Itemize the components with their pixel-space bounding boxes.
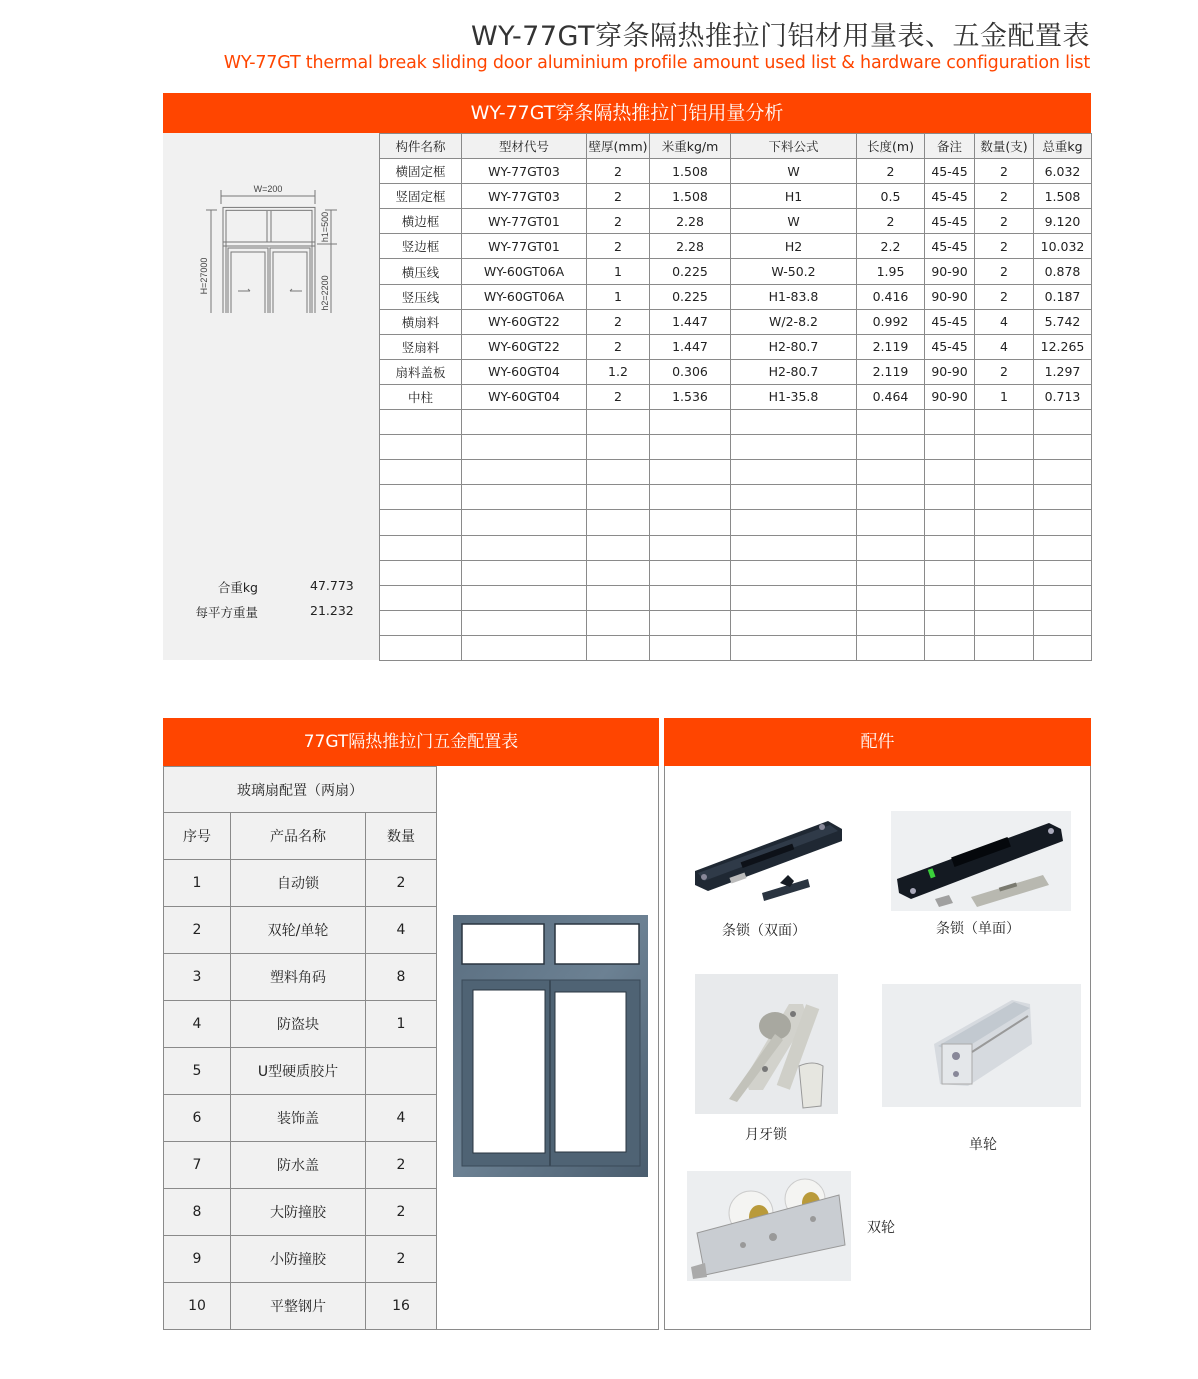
- table-cell: [380, 635, 462, 660]
- table-cell: 4: [366, 1095, 437, 1142]
- table-cell: WY-60GT06A: [462, 284, 587, 309]
- table-cell: 0.306: [650, 359, 731, 384]
- table-cell: 0.713: [1034, 384, 1092, 409]
- table-cell: [1034, 435, 1092, 460]
- part-item: [687, 1171, 937, 1286]
- height-dimension-label: H=27000: [199, 257, 209, 295]
- table-cell: 5.742: [1034, 309, 1092, 334]
- table-cell: 5: [164, 1048, 231, 1095]
- table-cell: [462, 485, 587, 510]
- table-cell: 2: [587, 159, 650, 184]
- table-cell: [925, 410, 975, 435]
- table-cell: [650, 610, 731, 635]
- table-cell: 2: [587, 309, 650, 334]
- table-cell: H1-35.8: [731, 384, 857, 409]
- part-caption: 条锁（单面）: [936, 921, 1020, 937]
- table-cell: 45-45: [925, 234, 975, 259]
- table-cell: [1034, 485, 1092, 510]
- table-cell: 0.5: [857, 184, 925, 209]
- table-cell: 竖边框: [380, 234, 462, 259]
- empty-table-row: [380, 485, 1092, 510]
- table-row: [380, 159, 1092, 184]
- table-cell: [1034, 535, 1092, 560]
- table-cell: 2: [587, 384, 650, 409]
- table-cell: 6: [164, 1095, 231, 1142]
- table-cell: [1034, 410, 1092, 435]
- table-cell: [587, 585, 650, 610]
- table-cell: [1034, 510, 1092, 535]
- table-cell: WY-60GT22: [462, 334, 587, 359]
- table-cell: 3: [164, 954, 231, 1001]
- empty-table-row: [380, 560, 1092, 585]
- table-cell: [925, 610, 975, 635]
- table-header-row: [164, 813, 437, 860]
- empty-table-row: [380, 635, 1092, 660]
- table-cell: [380, 510, 462, 535]
- part-item: [695, 974, 845, 1144]
- empty-table-row: [380, 410, 1092, 435]
- table-cell: [731, 535, 857, 560]
- table-cell: 2: [857, 159, 925, 184]
- table-row: [380, 259, 1092, 284]
- table-cell: [380, 435, 462, 460]
- table-cell: [925, 535, 975, 560]
- column-header: 下料公式: [731, 134, 857, 159]
- table-cell: [975, 485, 1034, 510]
- part-item: [690, 813, 850, 943]
- table-row: [380, 234, 1092, 259]
- hardware-config-table: [163, 766, 437, 1330]
- table-cell: [731, 410, 857, 435]
- table-cell: [975, 635, 1034, 660]
- table-cell: [975, 585, 1034, 610]
- table-cell: 2: [975, 284, 1034, 309]
- table-cell: [650, 410, 731, 435]
- column-header: 构件名称: [380, 134, 462, 159]
- table-cell: [380, 410, 462, 435]
- table-cell: 0.225: [650, 284, 731, 309]
- table-row: [380, 309, 1092, 334]
- table-cell: [925, 435, 975, 460]
- table-row: [380, 284, 1092, 309]
- table-cell: 1: [587, 259, 650, 284]
- table-cell: [462, 585, 587, 610]
- table-cell: 0.416: [857, 284, 925, 309]
- table-cell: [975, 535, 1034, 560]
- empty-table-row: [380, 535, 1092, 560]
- table-cell: 1.447: [650, 309, 731, 334]
- table-cell: 2: [857, 209, 925, 234]
- table-cell: [462, 610, 587, 635]
- table-cell: [857, 410, 925, 435]
- table-cell: [1034, 460, 1092, 485]
- per-sqm-weight-value: 21.232: [310, 603, 354, 618]
- table-cell: 45-45: [925, 209, 975, 234]
- empty-table-row: [380, 510, 1092, 535]
- empty-table-row: [380, 585, 1092, 610]
- table-cell: 4: [975, 309, 1034, 334]
- table-cell: 2: [587, 184, 650, 209]
- table-cell: 9.120: [1034, 209, 1092, 234]
- table-cell: 防盗块: [231, 1001, 366, 1048]
- table-cell: [587, 410, 650, 435]
- part-caption: 条锁（双面）: [722, 923, 806, 939]
- table-row: [380, 184, 1092, 209]
- sliding-door-product-image: [453, 915, 648, 1177]
- table-cell: 防水盖: [231, 1142, 366, 1189]
- width-dimension-label: W=200: [253, 184, 283, 194]
- table-cell: WY-77GT03: [462, 184, 587, 209]
- table-cell: [925, 485, 975, 510]
- table-row: [164, 954, 437, 1001]
- single-sided-strip-lock-image: [891, 811, 1071, 911]
- table-cell: [925, 510, 975, 535]
- table-row: [164, 1095, 437, 1142]
- table-cell: 2: [366, 1189, 437, 1236]
- table-cell: [1034, 610, 1092, 635]
- double-sided-strip-lock-image: [690, 813, 845, 913]
- table-row: [380, 384, 1092, 409]
- table-cell: [925, 460, 975, 485]
- double-wheel-roller-image: [687, 1171, 851, 1281]
- table-cell: 1.508: [1034, 184, 1092, 209]
- page-subtitle: WY-77GT thermal break sliding door aluminium profile amount used list & hardware configuration list: [223, 53, 1090, 73]
- config-label: 玻璃扇配置（两扇）: [164, 767, 437, 813]
- table-cell: [731, 485, 857, 510]
- part-caption: 月牙锁: [745, 1127, 787, 1143]
- total-weight-value: 47.773: [310, 578, 354, 593]
- table-cell: 2: [975, 209, 1034, 234]
- table-cell: 8: [164, 1189, 231, 1236]
- table-cell: 竖固定框: [380, 184, 462, 209]
- table-cell: [650, 535, 731, 560]
- table-cell: 1.297: [1034, 359, 1092, 384]
- table-cell: 2.28: [650, 234, 731, 259]
- table-cell: [857, 635, 925, 660]
- table-cell: 12.265: [1034, 334, 1092, 359]
- empty-table-row: [380, 435, 1092, 460]
- table-cell: 平整钢片: [231, 1283, 366, 1330]
- table-cell: 7: [164, 1142, 231, 1189]
- table-cell: [925, 585, 975, 610]
- table-cell: [1034, 585, 1092, 610]
- table-cell: [975, 460, 1034, 485]
- table-cell: 2.119: [857, 359, 925, 384]
- table-cell: 90-90: [925, 259, 975, 284]
- table-cell: [857, 535, 925, 560]
- table-cell: W-50.2: [731, 259, 857, 284]
- table-cell: 1: [366, 1001, 437, 1048]
- column-header: 产品名称: [231, 813, 366, 860]
- table-cell: 1: [164, 860, 231, 907]
- column-header: 数量(支): [975, 134, 1034, 159]
- table-cell: 横边框: [380, 209, 462, 234]
- table-cell: 1.536: [650, 384, 731, 409]
- hardware-section-title: 77GT隔热推拉门五金配置表: [163, 718, 659, 766]
- table-cell: 4: [366, 907, 437, 954]
- table-cell: 1.508: [650, 159, 731, 184]
- table-cell: 90-90: [925, 284, 975, 309]
- table-cell: [857, 435, 925, 460]
- table-cell: WY-60GT06A: [462, 259, 587, 284]
- table-cell: 横扇料: [380, 309, 462, 334]
- table-cell: 0.878: [1034, 259, 1092, 284]
- profile-usage-table: [379, 133, 1092, 661]
- table-cell: [650, 560, 731, 585]
- table-cell: 0.992: [857, 309, 925, 334]
- table-cell: WY-60GT22: [462, 309, 587, 334]
- config-label-row: [164, 767, 437, 813]
- table-cell: [462, 560, 587, 585]
- table-cell: [587, 460, 650, 485]
- table-cell: [366, 1048, 437, 1095]
- table-cell: 0.464: [857, 384, 925, 409]
- door-elevation-drawing: [193, 178, 353, 313]
- table-row: [164, 907, 437, 954]
- table-cell: 45-45: [925, 334, 975, 359]
- page-title: WY-77GT穿条隔热推拉门铝材用量表、五金配置表: [470, 21, 1090, 52]
- table-cell: [731, 585, 857, 610]
- table-header-row: [380, 134, 1092, 159]
- table-cell: [731, 510, 857, 535]
- profile-usage-section: [163, 93, 1091, 660]
- table-cell: 90-90: [925, 384, 975, 409]
- table-cell: [975, 410, 1034, 435]
- table-cell: 双轮/单轮: [231, 907, 366, 954]
- table-cell: [462, 635, 587, 660]
- column-header: 序号: [164, 813, 231, 860]
- table-cell: WY-77GT03: [462, 159, 587, 184]
- table-cell: 竖扇料: [380, 334, 462, 359]
- empty-table-row: [380, 460, 1092, 485]
- table-cell: 2: [366, 1236, 437, 1283]
- column-header: 长度(m): [857, 134, 925, 159]
- table-cell: 1: [975, 384, 1034, 409]
- table-cell: 自动锁: [231, 860, 366, 907]
- table-cell: [462, 410, 587, 435]
- table-cell: 2.2: [857, 234, 925, 259]
- table-cell: [857, 485, 925, 510]
- table-cell: [1034, 635, 1092, 660]
- table-cell: W: [731, 159, 857, 184]
- table-cell: 45-45: [925, 309, 975, 334]
- h1-dimension-label: h1=500: [320, 211, 330, 243]
- table-cell: [650, 460, 731, 485]
- crescent-lock-image: [695, 974, 838, 1114]
- table-cell: [650, 510, 731, 535]
- table-cell: 2: [975, 184, 1034, 209]
- table-cell: [975, 435, 1034, 460]
- table-cell: 0.187: [1034, 284, 1092, 309]
- table-cell: [650, 635, 731, 660]
- table-cell: [587, 635, 650, 660]
- table-cell: [587, 560, 650, 585]
- table-cell: 0.225: [650, 259, 731, 284]
- part-item: [882, 984, 1082, 1153]
- table-cell: [925, 635, 975, 660]
- table-cell: 2: [975, 234, 1034, 259]
- table-row: [164, 1283, 437, 1330]
- table-cell: [462, 460, 587, 485]
- per-sqm-weight-label: 每平方重量: [195, 605, 258, 620]
- single-wheel-roller-image: [882, 984, 1081, 1107]
- table-cell: [380, 585, 462, 610]
- profile-section-title: WY-77GT穿条隔热推拉门铝用量分析: [163, 93, 1091, 133]
- table-cell: 2.119: [857, 334, 925, 359]
- table-cell: [462, 510, 587, 535]
- table-cell: [462, 535, 587, 560]
- empty-table-row: [380, 610, 1092, 635]
- table-cell: [650, 585, 731, 610]
- table-cell: [731, 435, 857, 460]
- door-drawing-panel: [163, 133, 380, 660]
- table-cell: [650, 435, 731, 460]
- table-cell: [975, 610, 1034, 635]
- table-cell: [380, 535, 462, 560]
- table-cell: W/2-8.2: [731, 309, 857, 334]
- table-cell: 4: [975, 334, 1034, 359]
- table-cell: 10: [164, 1283, 231, 1330]
- table-cell: [925, 560, 975, 585]
- table-cell: 竖压线: [380, 284, 462, 309]
- table-row: [380, 359, 1092, 384]
- table-cell: [731, 635, 857, 660]
- table-cell: WY-77GT01: [462, 209, 587, 234]
- table-cell: [731, 460, 857, 485]
- table-cell: W: [731, 209, 857, 234]
- table-cell: H2-80.7: [731, 359, 857, 384]
- part-caption: 双轮: [867, 1220, 895, 1236]
- table-row: [164, 860, 437, 907]
- table-cell: 装饰盖: [231, 1095, 366, 1142]
- table-cell: 横固定框: [380, 159, 462, 184]
- table-cell: 4: [164, 1001, 231, 1048]
- table-row: [164, 1001, 437, 1048]
- table-cell: [731, 610, 857, 635]
- part-caption: 单轮: [969, 1137, 997, 1153]
- table-cell: [857, 510, 925, 535]
- table-cell: [587, 485, 650, 510]
- table-cell: 2: [587, 234, 650, 259]
- table-cell: [1034, 560, 1092, 585]
- table-cell: [857, 610, 925, 635]
- table-row: [164, 1236, 437, 1283]
- table-cell: 横压线: [380, 259, 462, 284]
- table-cell: 扇料盖板: [380, 359, 462, 384]
- table-row: [380, 334, 1092, 359]
- table-cell: WY-60GT04: [462, 384, 587, 409]
- total-weight-label: 合重kg: [217, 580, 258, 595]
- column-header: 备注: [925, 134, 975, 159]
- table-cell: H2: [731, 234, 857, 259]
- table-cell: [587, 510, 650, 535]
- table-cell: 2: [975, 159, 1034, 184]
- table-cell: [380, 560, 462, 585]
- table-cell: 45-45: [925, 184, 975, 209]
- table-cell: [587, 435, 650, 460]
- parts-section-title: 配件: [664, 718, 1091, 766]
- column-header: 米重kg/m: [650, 134, 731, 159]
- table-cell: [731, 560, 857, 585]
- table-cell: [857, 460, 925, 485]
- table-cell: 小防撞胶: [231, 1236, 366, 1283]
- table-cell: WY-60GT04: [462, 359, 587, 384]
- table-cell: 2: [975, 259, 1034, 284]
- h2-dimension-label: h2=2200: [320, 275, 330, 311]
- table-cell: U型硬质胶片: [231, 1048, 366, 1095]
- table-cell: 1: [587, 284, 650, 309]
- table-cell: 2: [366, 860, 437, 907]
- table-cell: 1.447: [650, 334, 731, 359]
- table-cell: H2-80.7: [731, 334, 857, 359]
- table-cell: [587, 535, 650, 560]
- table-cell: [587, 610, 650, 635]
- table-row: [164, 1189, 437, 1236]
- table-cell: 45-45: [925, 159, 975, 184]
- hardware-config-section: [163, 718, 659, 1330]
- table-cell: [857, 560, 925, 585]
- table-cell: 1.2: [587, 359, 650, 384]
- table-cell: 大防撞胶: [231, 1189, 366, 1236]
- table-cell: 9: [164, 1236, 231, 1283]
- column-header: 数量: [366, 813, 437, 860]
- table-cell: H1-83.8: [731, 284, 857, 309]
- column-header: 型材代号: [462, 134, 587, 159]
- table-cell: [380, 485, 462, 510]
- table-cell: 2: [587, 209, 650, 234]
- parts-section: [664, 718, 1091, 1330]
- table-cell: 1.95: [857, 259, 925, 284]
- table-cell: 2: [587, 334, 650, 359]
- table-cell: [462, 435, 587, 460]
- table-cell: 10.032: [1034, 234, 1092, 259]
- table-cell: [975, 510, 1034, 535]
- part-item: [891, 811, 1061, 941]
- table-cell: 塑料角码: [231, 954, 366, 1001]
- table-cell: [975, 560, 1034, 585]
- table-row: [380, 209, 1092, 234]
- table-row: [164, 1048, 437, 1095]
- table-cell: H1: [731, 184, 857, 209]
- table-cell: 2: [164, 907, 231, 954]
- table-cell: 中柱: [380, 384, 462, 409]
- table-cell: [380, 460, 462, 485]
- column-header: 壁厚(mm): [587, 134, 650, 159]
- table-cell: 8: [366, 954, 437, 1001]
- table-cell: 2.28: [650, 209, 731, 234]
- table-cell: WY-77GT01: [462, 234, 587, 259]
- table-cell: [857, 585, 925, 610]
- table-cell: [380, 610, 462, 635]
- table-cell: 16: [366, 1283, 437, 1330]
- table-cell: 2: [975, 359, 1034, 384]
- table-cell: [650, 485, 731, 510]
- table-cell: 2: [366, 1142, 437, 1189]
- table-cell: 1.508: [650, 184, 731, 209]
- table-row: [164, 1142, 437, 1189]
- column-header: 总重kg: [1034, 134, 1092, 159]
- table-cell: 90-90: [925, 359, 975, 384]
- table-cell: 6.032: [1034, 159, 1092, 184]
